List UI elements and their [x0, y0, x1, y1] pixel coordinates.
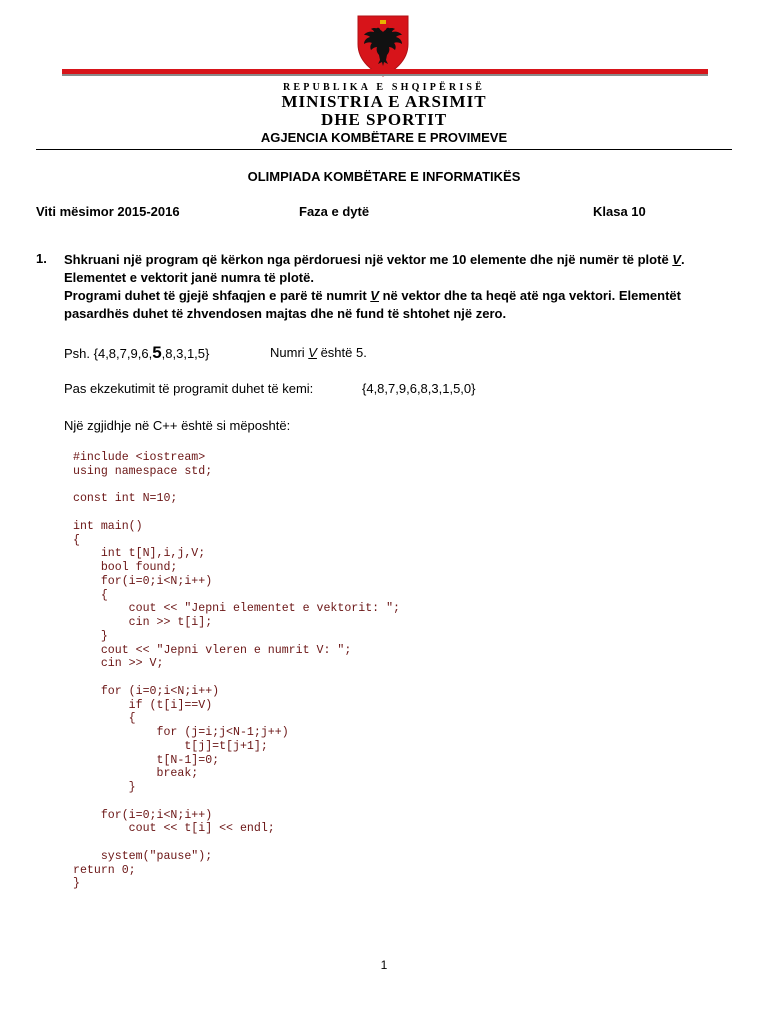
school-year: Viti mësimor 2015-2016: [36, 204, 180, 219]
header-divider: [36, 149, 732, 150]
example-text: është 5.: [316, 345, 367, 360]
result-value: {4,8,7,9,6,8,3,1,5,0}: [362, 381, 476, 396]
task-line-1: [64, 251, 734, 269]
code-listing: #include <iostream> using namespace std; const int N=10; int main() { int t[N],i,j,V; bool found; for(i=0;i<N;i++) { cout << "Jepni elementet e vektorit: "; cin >> t[i]; } cout << "Jepni vleren e numrit V: "; cin >> V; for (i=0;i<N;i++) if (t[i]==V) { for (j=i;j<N-1;j++) t[j]=t[j+1]; t[N-1]=0; break; } for(i=0;i<N;i++) cout << t[i] << endl; system("pause"); return 0; }: [73, 451, 400, 891]
class-level: Klasa 10: [593, 204, 646, 219]
result-label: Pas ekzekutimit të programit duhet të kemi:: [64, 381, 314, 396]
variable-v: V: [308, 345, 317, 360]
ministry-name-line2: DHE SPORTIT: [320, 110, 448, 129]
document-title: OLIMPIADA KOMBËTARE E INFORMATIKËS: [247, 169, 521, 184]
task-number: 1.: [36, 251, 47, 266]
example-text: Psh. {4,8,7,9,6,: [64, 346, 153, 361]
variable-v: V: [370, 288, 379, 303]
task-text: në vektor dhe ta heqë atë nga vektori. Elementët pasardhës duhet të zhvendosen majtas dhe në fund të shtohet një zero.: [64, 288, 681, 321]
task-line-2: Elementet e vektorit janë numra të plotë.: [64, 270, 314, 285]
solution-intro: Një zgjidhje në C++ është si mëposhtë:: [64, 418, 291, 433]
example-highlight: 5: [152, 343, 162, 362]
example-text: ,8,3,1,5}: [161, 346, 210, 361]
variable-v: V: [672, 252, 681, 267]
example-number: [270, 345, 367, 360]
task-line-3: [64, 287, 734, 323]
republic-name: REPUBLIKA E SHQIPËRISË: [282, 82, 486, 93]
task-text: Programi duhet të gjejë shfaqjen e parë të numrit: [64, 288, 371, 303]
example-text: Numri: [270, 345, 309, 360]
page-number: 1: [380, 958, 388, 972]
ministry-name: MINISTRIA E ARSIMIT: [281, 92, 487, 111]
header-grey-bar: [62, 74, 708, 76]
task-body: [64, 251, 734, 323]
agency-name: AGJENCIA KOMBËTARE E PROVIMEVE: [260, 130, 508, 145]
task-text: Shkruani një program që kërkon nga përdoruesi një vektor me 10 elemente dhe një numër të plotë: [64, 252, 673, 267]
task-text: .: [680, 252, 685, 267]
example-input: [64, 343, 209, 363]
phase: Faza e dytë: [299, 204, 370, 219]
